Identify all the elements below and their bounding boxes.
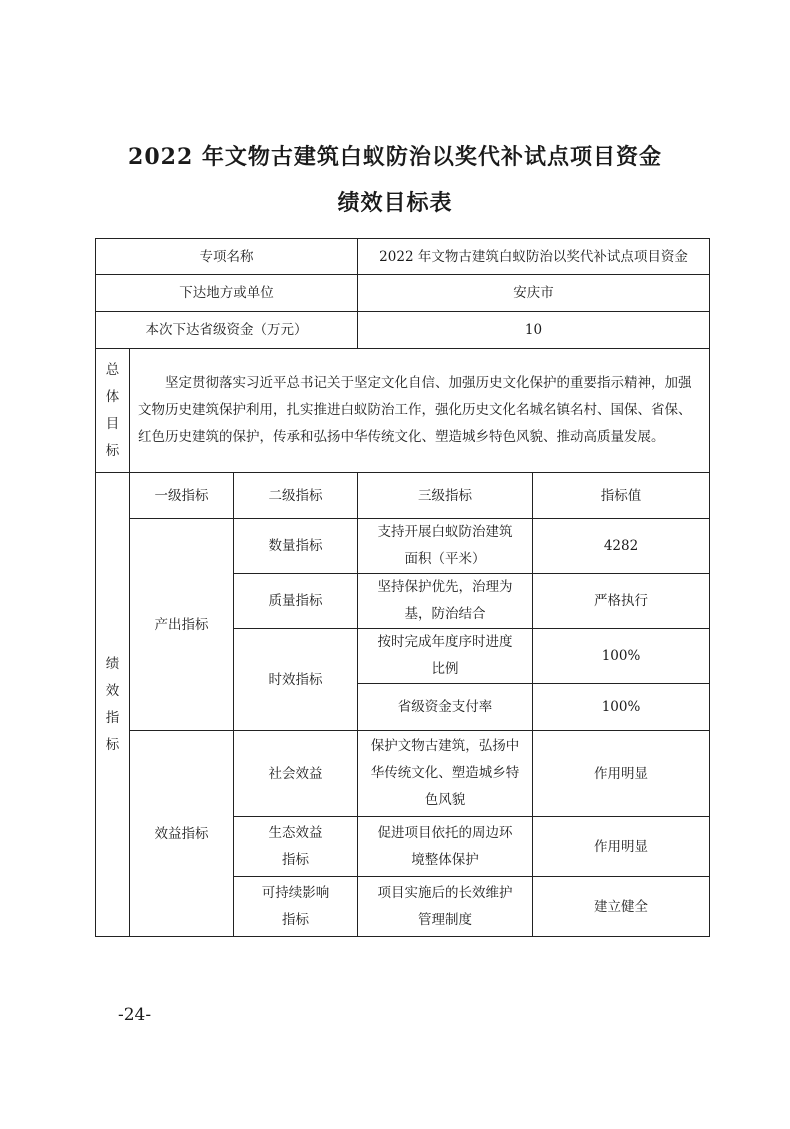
quantity-indicator-label: 数量指标 [234, 519, 358, 574]
performance-target-table [95, 238, 710, 937]
social-benefit-desc: 保护文物古建筑，弘扬中 华传统文化、塑造城乡特 色风貌 [358, 731, 533, 817]
timeliness-indicator-value: 100% [533, 629, 710, 684]
header-level1: 一级指标 [130, 473, 234, 519]
overall-target-text: 坚定贯彻落实习近平总书记关于坚定文化自信、加强历史文化保护的重要指示精神，加强文物历史建筑保护利用，扎实推进白蚁防治工作，强化历史文化名城名镇名村、国保、省保、红色历史建筑的保护，传承和弘扬中华传统文化、塑造城乡特色风貌、推动高质量发展。 [130, 349, 710, 473]
indicator-row [96, 519, 710, 574]
page-title: 2022 年文物古建筑白蚁防治以奖代补试点项目资金 [128, 144, 662, 170]
sustainable-impact-value: 建立健全 [533, 877, 710, 937]
info-value: 2022 年文物古建筑白蚁防治以奖代补试点项目资金 [358, 239, 710, 275]
quality-indicator-value: 严格执行 [533, 574, 710, 629]
info-row [96, 239, 710, 275]
social-benefit-label: 社会效益 [234, 731, 358, 817]
page-subtitle: 绩效目标表 [337, 190, 453, 216]
payment-rate-value: 100% [533, 684, 710, 731]
quantity-indicator-value: 4282 [533, 519, 710, 574]
info-value: 10 [358, 312, 710, 349]
page-number: -24- [118, 1005, 152, 1025]
output-indicator-label: 产出指标 [130, 519, 234, 731]
sustainable-impact-desc: 项目实施后的长效维护 管理制度 [358, 877, 533, 937]
info-label: 下达地方或单位 [96, 275, 358, 312]
quality-indicator-label: 质量指标 [234, 574, 358, 629]
quantity-indicator-desc: 支持开展白蚁防治建筑 面积（平米） [358, 519, 533, 574]
info-value: 安庆市 [358, 275, 710, 312]
timeliness-indicator-desc: 按时完成年度序时进度 比例 [358, 629, 533, 684]
ecological-benefit-desc: 促进项目依托的周边环 境整体保护 [358, 817, 533, 877]
timeliness-indicator-label: 时效指标 [234, 629, 358, 731]
header-level2: 二级指标 [234, 473, 358, 519]
quality-indicator-desc: 坚持保护优先，治理为 基，防治结合 [358, 574, 533, 629]
header-level3: 三级指标 [358, 473, 533, 519]
sustainable-impact-label: 可持续影响 指标 [234, 877, 358, 937]
overall-target-label: 总 体 目 标 [96, 349, 130, 473]
indicators-label: 绩 效 指 标 [96, 473, 130, 937]
benefit-indicator-label: 效益指标 [130, 731, 234, 937]
info-label: 专项名称 [96, 239, 358, 275]
overall-target-row [96, 349, 710, 473]
info-label: 本次下达省级资金（万元） [96, 312, 358, 349]
header-value: 指标值 [533, 473, 710, 519]
payment-rate-desc: 省级资金支付率 [358, 684, 533, 731]
social-benefit-value: 作用明显 [533, 731, 710, 817]
indicator-header-row [96, 473, 710, 519]
info-row [96, 275, 710, 312]
indicator-row [96, 731, 710, 817]
ecological-benefit-value: 作用明显 [533, 817, 710, 877]
ecological-benefit-label: 生态效益 指标 [234, 817, 358, 877]
info-row [96, 312, 710, 349]
